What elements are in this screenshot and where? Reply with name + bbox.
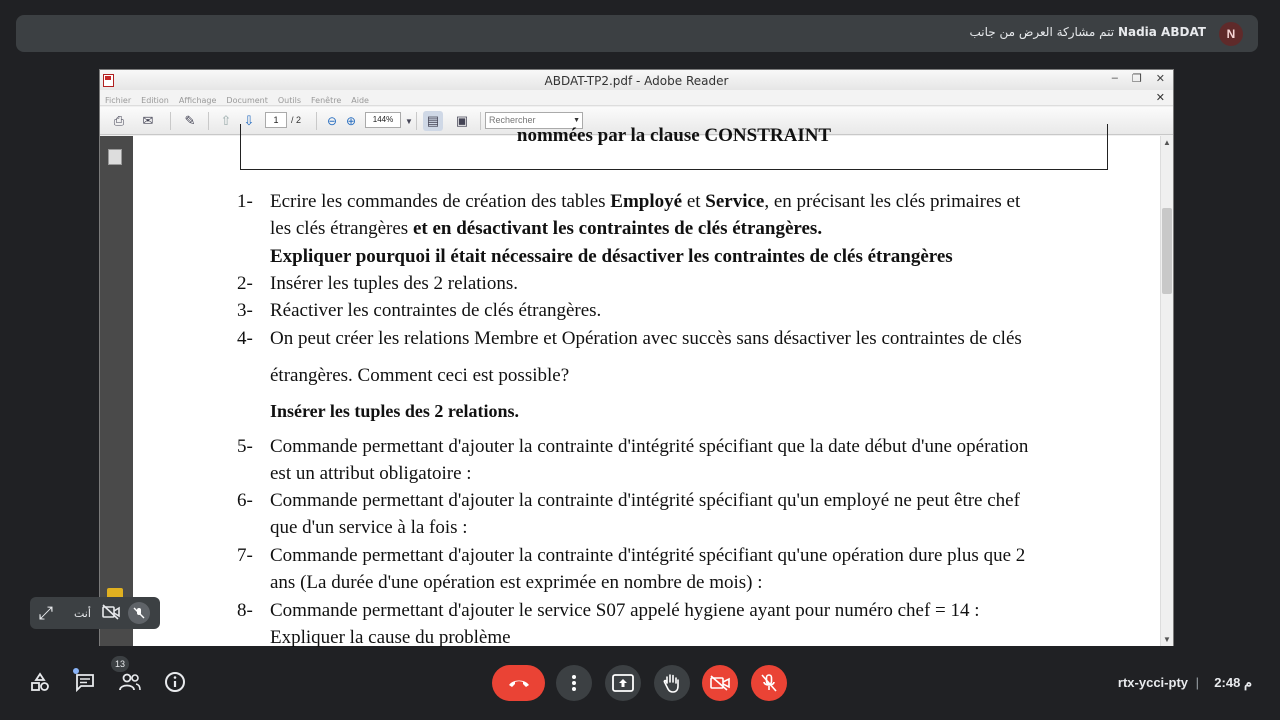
hang-up-icon bbox=[507, 677, 531, 689]
menu-document[interactable]: Document bbox=[226, 96, 268, 105]
header-box-text: nommées par la clause CONSTRAINT bbox=[516, 125, 832, 146]
fit-page-icon[interactable]: ▤ bbox=[423, 111, 443, 131]
print-icon[interactable]: ⎙ bbox=[113, 113, 125, 128]
close-icon[interactable]: ✕ bbox=[1155, 73, 1165, 85]
list-item: 5- Commande permettant d'ajouter la contrainte d'intégrité spécifiant que la date début d'une opération est un attribut obligatoire : bbox=[237, 436, 1029, 484]
search-dropdown-icon[interactable]: ▼ bbox=[573, 117, 580, 124]
self-view-tile bbox=[30, 597, 160, 629]
pdf-page bbox=[133, 125, 1161, 648]
menu-outils[interactable]: Outils bbox=[277, 96, 301, 105]
item-text: Ecrire les commandes de création des tables Employé et Service, en précisant les clés primaires et les clés étrangères et en désactivant les contraintes de clés étrangères. bbox=[270, 191, 1021, 239]
list-item: 7- Commande permettant d'ajouter la contrainte d'intégrité spécifiant qu'une opération dure plus que 2 ans (La durée d'une opération est exprimée en nombre de mois) : bbox=[237, 545, 1026, 593]
mic-toggle-button[interactable] bbox=[751, 665, 787, 701]
bold-instruction: Expliquer pourquoi il était nécessaire de désactiver les contraintes de clés étrangères bbox=[270, 246, 953, 267]
list-item: 2- Insérer les tuples des 2 relations. bbox=[237, 273, 518, 294]
bold-instruction: Insérer les tuples des 2 relations. bbox=[270, 401, 520, 421]
page-number-input[interactable]: 1 bbox=[265, 112, 287, 128]
activities-icon[interactable] bbox=[28, 670, 52, 694]
header-box bbox=[240, 124, 1108, 170]
people-icon[interactable] bbox=[118, 670, 142, 694]
present-button[interactable] bbox=[605, 665, 641, 701]
participants-count-badge: 13 bbox=[111, 656, 129, 672]
menu-fenetre[interactable]: Fenêtre bbox=[311, 96, 342, 105]
presenter-name: Nadia ABDAT bbox=[1117, 25, 1206, 39]
raise-hand-icon bbox=[663, 673, 681, 693]
email-icon[interactable]: ✉ bbox=[142, 113, 154, 128]
minimize-icon[interactable]: – bbox=[1111, 72, 1118, 84]
menu-aide[interactable]: Aide bbox=[351, 96, 369, 105]
list-item: 6- Commande permettant d'ajouter la contrainte d'intégrité spécifiant qu'un employé ne peut être chef que d'un service à la fois : bbox=[237, 490, 1020, 538]
navigation-pane bbox=[100, 136, 133, 646]
mic-off-icon[interactable] bbox=[128, 602, 150, 624]
pages-panel-icon[interactable] bbox=[108, 149, 122, 165]
present-icon bbox=[612, 674, 634, 692]
presenting-text bbox=[970, 25, 1207, 39]
mic-off-icon bbox=[761, 674, 777, 692]
menu-edition[interactable]: Edition bbox=[141, 96, 169, 105]
presenting-banner bbox=[16, 15, 1258, 52]
clock: 2:48 م bbox=[1214, 675, 1252, 690]
more-options-button[interactable] bbox=[556, 665, 592, 701]
camera-off-icon[interactable] bbox=[100, 604, 122, 623]
window-title: ABDAT-TP2.pdf - Adobe Reader bbox=[544, 74, 729, 88]
restore-icon[interactable]: ❐ bbox=[1131, 73, 1142, 85]
camera-off-icon bbox=[710, 675, 730, 691]
menu-affichage[interactable]: Affichage bbox=[178, 96, 217, 105]
meeting-controls-bar bbox=[0, 648, 1280, 720]
sharing-label: تتم مشاركة العرض من جانب bbox=[969, 25, 1115, 39]
scroll-down-icon[interactable]: ▼ bbox=[1163, 635, 1171, 644]
presenter-avatar: N bbox=[1219, 22, 1243, 46]
scrollbar-thumb[interactable] bbox=[1162, 208, 1172, 294]
zoom-in-icon[interactable]: ⊕ bbox=[345, 114, 357, 128]
info-icon[interactable] bbox=[163, 670, 187, 694]
adobe-reader-window bbox=[99, 69, 1174, 646]
divider: | bbox=[1195, 675, 1199, 690]
zoom-level[interactable]: 144% bbox=[365, 112, 401, 128]
meeting-code: rtx-ycci-pty bbox=[1117, 675, 1188, 690]
next-page-icon[interactable]: ⇩ bbox=[243, 113, 255, 128]
list-item: 3- Réactiver les contraintes de clés étrangères. bbox=[237, 300, 602, 321]
self-view-label: أنت bbox=[74, 606, 91, 620]
expand-icon[interactable]: ⤢ bbox=[38, 602, 54, 623]
hang-up-button[interactable] bbox=[492, 665, 545, 701]
full-screen-icon[interactable]: ▣ bbox=[455, 113, 469, 128]
zoom-dropdown-icon[interactable]: ▼ bbox=[405, 116, 413, 126]
menubar bbox=[100, 90, 1173, 106]
menu-fichier[interactable]: Fichier bbox=[105, 96, 132, 105]
document-close-icon[interactable]: ✕ bbox=[1155, 92, 1165, 104]
search-placeholder: Rechercher bbox=[489, 115, 536, 125]
list-item: 8- Commande permettant d'ajouter le service S07 appelé hygiene ayant pour numéro chef = 14 : Expliquer la cause du problème bbox=[237, 600, 980, 648]
vertical-scrollbar[interactable] bbox=[1160, 136, 1173, 646]
raise-hand-button[interactable] bbox=[654, 665, 690, 701]
scroll-up-icon[interactable]: ▲ bbox=[1163, 138, 1171, 147]
page-total: / 2 bbox=[291, 115, 302, 125]
previous-page-icon[interactable]: ⇧ bbox=[220, 113, 232, 128]
list-item bbox=[237, 188, 1107, 242]
window-titlebar bbox=[100, 70, 1173, 90]
zoom-out-icon[interactable]: ⊖ bbox=[326, 114, 338, 128]
chat-notification-dot bbox=[73, 668, 79, 674]
more-options-icon bbox=[571, 674, 577, 692]
item-number: 1- bbox=[237, 191, 253, 212]
list-item: 4- On peut créer les relations Membre et Opération avec succès sans désactiver les contraintes de clés étrangères. Comment ceci est possible? bbox=[237, 328, 1022, 386]
comment-icon[interactable]: ✎ bbox=[184, 113, 196, 128]
camera-toggle-button[interactable] bbox=[702, 665, 738, 701]
